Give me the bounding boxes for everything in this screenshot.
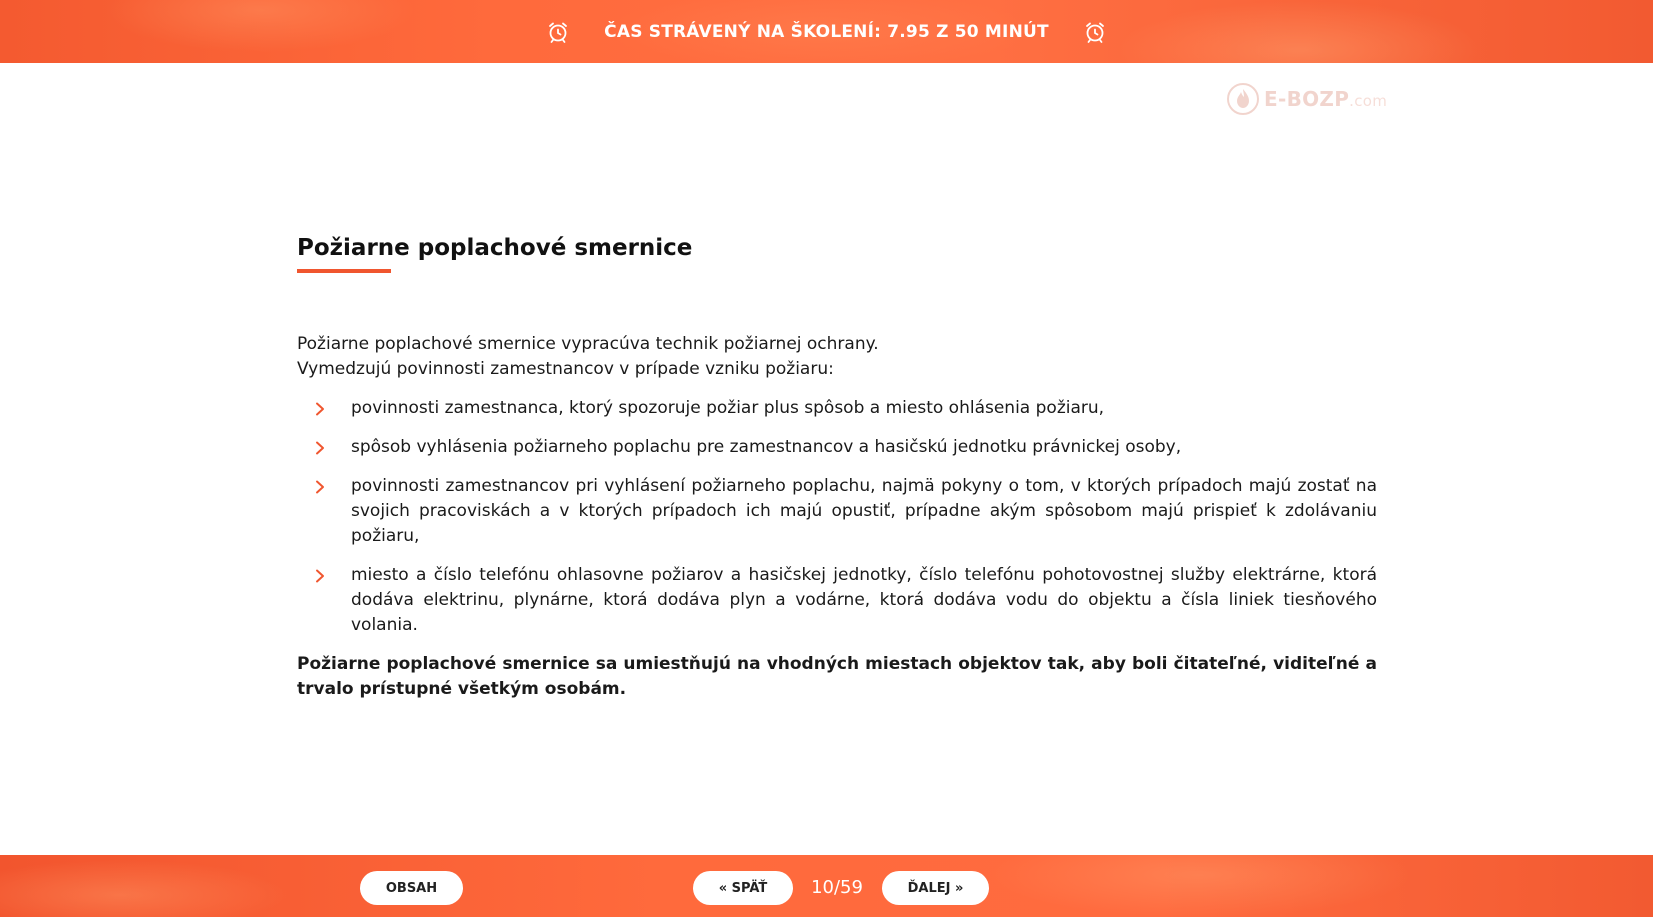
list-item-text: miesto a číslo telefónu ohlasovne požiarov a hasičskej jednotky, číslo telefónu pohotovostnej služby elektrárne, ktorá dodáva elektrinu, plynárne, ktorá dodáva plyn a vodárne, ktorá dodáva vodu do objektu a čísla liniek tiesňového volania. — [351, 565, 1377, 635]
flame-badge-icon — [1226, 82, 1260, 116]
list-item-text: spôsob vyhlásenia požiarneho poplachu pre zamestnancov a hasičskú jednotku právnickej osoby, — [351, 437, 1182, 457]
list-item — [297, 563, 1377, 638]
logo-text — [1264, 87, 1387, 111]
intro-line: Požiarne poplachové smernice vypracúva technik požiarnej ochrany. — [297, 334, 879, 354]
logo-brand: E-BOZP — [1264, 87, 1350, 111]
page-counter: 10/59 — [811, 877, 863, 898]
alarm-clock-icon — [1083, 20, 1107, 44]
placement-note: Požiarne poplachové smernice sa umiestňujú na vhodných miestach objektov tak, aby boli čitateľné, viditeľné a trvalo prístupné všetkým osobám. — [297, 654, 1377, 699]
chevron-right-icon — [314, 402, 326, 416]
lesson-content — [297, 228, 1377, 719]
title-underline — [297, 269, 391, 273]
duties-list — [297, 396, 1377, 638]
list-item-text: povinnosti zamestnancov pri vyhlásení požiarneho poplachu, najmä pokyny o tom, v ktorých prípadoch majú zostať na svojich pracoviskách a v ktorých prípadoch ich majú opustiť, prípadne akým spôsobom majú prispieť k zdolávaniu požiaru, — [351, 476, 1377, 546]
logo-suffix: .com — [1349, 92, 1388, 110]
contents-button[interactable]: OBSAH — [360, 871, 463, 905]
next-button[interactable]: ĎALEJ » — [882, 871, 989, 905]
list-item — [297, 396, 1377, 421]
top-timer-bar — [0, 0, 1653, 63]
bottom-nav-bar — [0, 855, 1653, 917]
back-button[interactable]: « SPÄŤ — [693, 871, 793, 905]
page-title: Požiarne poplachové smernice — [297, 235, 693, 261]
intro-text — [297, 332, 1377, 382]
chevron-right-icon — [314, 441, 326, 455]
list-item — [297, 474, 1377, 549]
chevron-right-icon — [314, 569, 326, 583]
ebozp-logo — [1226, 82, 1387, 116]
list-item-text: povinnosti zamestnanca, ktorý spozoruje požiar plus spôsob a miesto ohlásenia požiaru, — [351, 398, 1105, 418]
intro-line: Vymedzujú povinnosti zamestnancov v prípade vzniku požiaru: — [297, 359, 834, 379]
alarm-clock-icon — [546, 20, 570, 44]
training-time-text: ČAS STRÁVENÝ NA ŠKOLENÍ: 7.95 Z 50 MINÚT — [604, 21, 1049, 42]
list-item — [297, 435, 1377, 460]
chevron-right-icon — [314, 480, 326, 494]
